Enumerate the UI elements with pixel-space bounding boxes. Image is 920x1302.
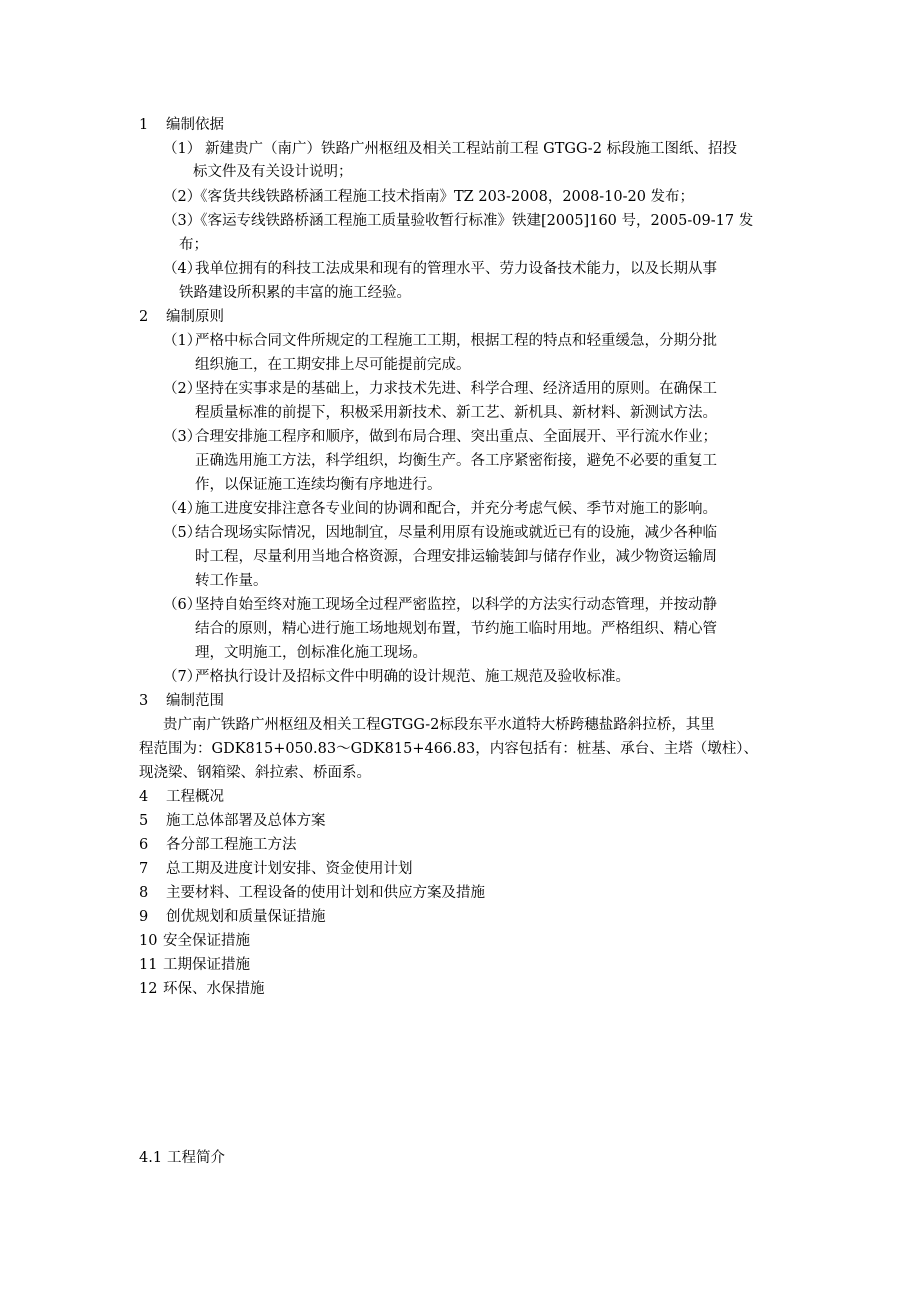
list-item-text: 转工作量。	[195, 573, 268, 589]
paragraph-line: 贵广南广铁路广州枢纽及相关工程GTGG-2标段东平水道特大桥跨穗盐路斜拉桥，其里	[163, 717, 715, 733]
section-heading	[139, 883, 485, 903]
section-number: 3	[139, 693, 149, 709]
list-item-text: 结合现场实际情况，因地制宜，尽量利用原有设施或就近已有的设施，减少各种临	[195, 525, 717, 541]
list-item-text: 严格执行设计及招标文件中明确的设计规范、施工规范及验收标准。	[195, 669, 630, 685]
list-item-label: （3）	[163, 429, 202, 445]
section-title: 编制依据	[166, 117, 224, 133]
section-number: 1	[139, 117, 149, 133]
section-heading	[139, 835, 297, 855]
list-item-text: 组织施工，在工期安排上尽可能提前完成。	[195, 357, 471, 373]
list-item-text: 《客运专线铁路桥涵工程施工质量验收暂行标准》铁建[2005]160 号，2005-09-17 发	[193, 213, 754, 229]
section-title: 编制范围	[166, 693, 224, 709]
section-number: 6	[139, 837, 149, 853]
subsection-heading	[139, 1148, 225, 1168]
list-item-text: 合理安排施工程序和顺序，做到布局合理、突出重点、全面展开、平行流水作业；	[195, 429, 717, 445]
list-item-text: 理，文明施工，创标准化施工现场。	[195, 645, 427, 661]
section-heading	[139, 955, 250, 975]
section-heading	[139, 979, 265, 999]
section-number: 2	[139, 309, 149, 325]
paragraph-line: 现浇梁、钢箱梁、斜拉索、桥面系。	[139, 765, 371, 781]
section-number: 7	[139, 861, 149, 877]
list-item-label: （5）	[163, 525, 202, 541]
section-number: 11	[139, 957, 158, 973]
list-item-text: 新建贵广（南广）铁路广州枢纽及相关工程站前工程 GTGG-2 标段施工图纸、招投	[205, 141, 738, 157]
section-title: 总工期及进度计划安排、资金使用计划	[166, 861, 413, 877]
subsection-title: 工程简介	[167, 1150, 225, 1166]
list-item-text: 我单位拥有的科技工法成果和现有的管理水平、劳力设备技术能力，以及长期从事	[195, 261, 717, 277]
section-heading	[139, 307, 224, 327]
list-item-text: 结合的原则，精心进行施工场地规划布置，节约施工临时用地。严格组织、精心管	[195, 621, 717, 637]
section-title: 编制原则	[166, 309, 224, 325]
list-item-text: 正确选用施工方法，科学组织，均衡生产。各工序紧密衔接，避免不必要的重复工	[195, 453, 717, 469]
section-number: 4	[139, 789, 149, 805]
list-item-text: 程质量标准的前提下，积极采用新技术、新工艺、新机具、新材料、新测试方法。	[195, 405, 717, 421]
list-item-text: 施工进度安排注意各专业间的协调和配合，并充分考虑气候、季节对施工的影响。	[195, 501, 717, 517]
list-item-label: （6）	[163, 597, 202, 613]
list-item-label: （4）	[163, 501, 202, 517]
section-heading	[139, 859, 413, 879]
section-title: 工程概况	[166, 789, 224, 805]
paragraph-line: 程范围为：GDK815+050.83～GDK815+466.83，内容包括有：桩基、承台、主塔（墩柱）、	[139, 741, 758, 757]
section-number: 8	[139, 885, 149, 901]
list-item-text: 《客货共线铁路桥涵工程施工技术指南》TZ 203-2008，2008-10-20 发布；	[193, 189, 695, 205]
section-number: 5	[139, 813, 149, 829]
section-heading	[139, 691, 224, 711]
section-number: 12	[139, 981, 158, 997]
subsection-number: 4.1	[139, 1150, 163, 1166]
list-item-label: （1）	[163, 333, 202, 349]
section-heading	[139, 931, 250, 951]
list-item-label: （3）	[163, 213, 202, 229]
list-item-text: 布；	[179, 237, 208, 253]
section-title: 工期保证措施	[163, 957, 250, 973]
list-item-text: 铁路建设所积累的丰富的施工经验。	[179, 285, 411, 301]
list-item-label: （4）	[163, 261, 202, 277]
list-item-text: 作，以保证施工连续均衡有序地进行。	[195, 477, 442, 493]
section-heading	[139, 907, 326, 927]
section-title: 施工总体部署及总体方案	[166, 813, 326, 829]
list-item-label: （1）	[163, 141, 202, 157]
list-item-label: （7）	[163, 669, 202, 685]
section-title: 环保、水保措施	[163, 981, 265, 997]
section-title: 主要材料、工程设备的使用计划和供应方案及措施	[166, 885, 485, 901]
list-item-text: 时工程，尽量利用当地合格资源，合理安排运输装卸与储存作业，减少物资运输周	[195, 549, 717, 565]
section-heading	[139, 787, 224, 807]
section-number: 9	[139, 909, 149, 925]
list-item-text: 坚持在实事求是的基础上，力求技术先进、科学合理、经济适用的原则。在确保工	[195, 381, 717, 397]
section-heading	[139, 811, 326, 831]
section-title: 创优规划和质量保证措施	[166, 909, 326, 925]
list-item-text: 标文件及有关设计说明；	[193, 164, 353, 180]
section-title: 各分部工程施工方法	[166, 837, 297, 853]
section-heading	[139, 115, 224, 135]
list-item-text: 严格中标合同文件所规定的工程施工工期，根据工程的特点和轻重缓急，分期分批	[195, 333, 717, 349]
section-title: 安全保证措施	[163, 933, 250, 949]
list-item-label: （2）	[163, 189, 202, 205]
list-item-label: （2）	[163, 381, 202, 397]
section-number: 10	[139, 933, 158, 949]
list-item-text: 坚持自始至终对施工现场全过程严密监控，以科学的方法实行动态管理，并按动静	[195, 597, 717, 613]
